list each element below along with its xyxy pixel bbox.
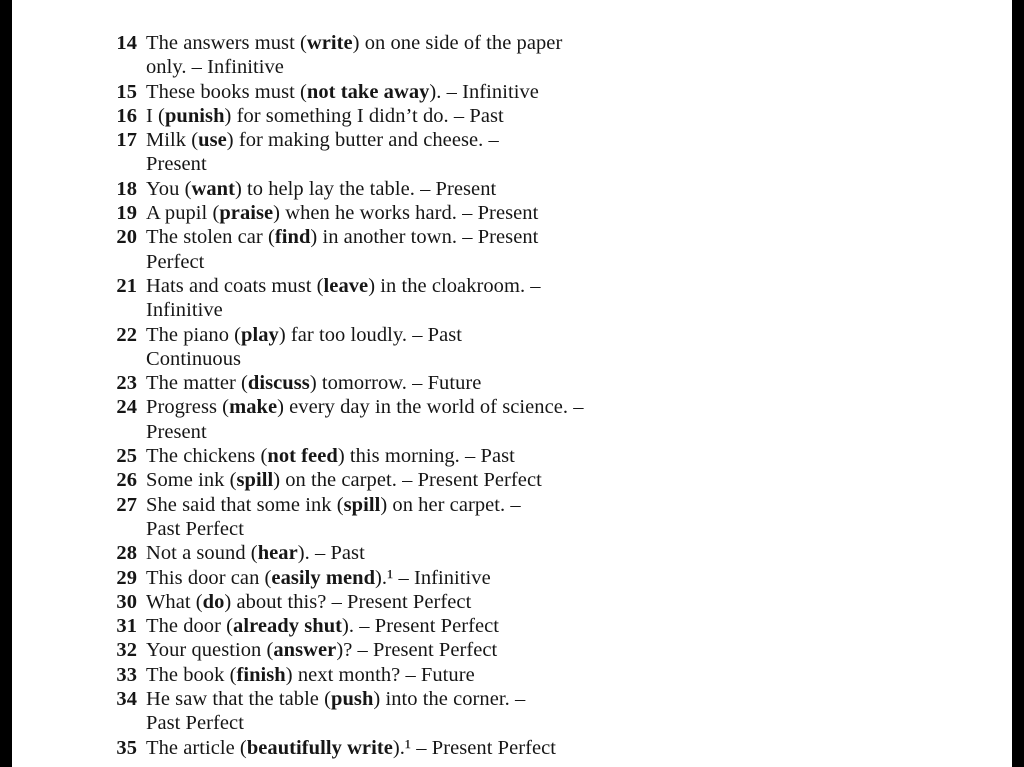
exercise-item: [12, 274, 1012, 323]
exercise-item: [12, 590, 1012, 614]
exercise-item: [12, 80, 1012, 104]
sentence-text: Past Perfect: [146, 712, 244, 735]
exercise-line: [146, 638, 686, 662]
exercise-item: [12, 177, 1012, 201]
sentence-text: I (: [146, 104, 165, 127]
verb-prompt: find: [274, 226, 311, 249]
exercise-text: [146, 395, 686, 444]
sentence-text: ) into the corner. –: [373, 688, 526, 711]
exercise-number: 26: [116, 469, 137, 492]
exercise-number: 30: [116, 590, 137, 613]
exercise-number: 17: [116, 129, 137, 152]
exercise-item: [12, 493, 1012, 542]
exercise-number: 25: [116, 445, 137, 468]
verb-prompt: praise: [219, 202, 274, 225]
exercise-item: [12, 371, 1012, 395]
exercise-line: [146, 663, 686, 687]
exercise-line: [146, 55, 686, 79]
exercise-item: [12, 128, 1012, 177]
sentence-text: What (: [146, 590, 203, 613]
sentence-text: ) to help lay the table. – Present: [234, 177, 497, 200]
exercise-number: 16: [116, 104, 137, 127]
sentence-text: Not a sound (: [146, 542, 258, 565]
exercise-item: [12, 687, 1012, 736]
exercise-text: [146, 493, 686, 542]
exercise-number: 33: [116, 663, 137, 686]
verb-prompt: leave: [323, 274, 369, 297]
verb-prompt: answer: [273, 639, 337, 662]
exercise-line: [146, 80, 686, 104]
sentence-text: Present: [146, 153, 207, 176]
sentence-text: She said that some ink (: [146, 493, 344, 516]
page: [12, 0, 1012, 767]
exercise-line: [146, 711, 686, 735]
sentence-text: ). – Present Perfect: [342, 615, 500, 638]
exercise-number: 28: [116, 542, 137, 565]
sentence-text: ). – Past: [297, 542, 365, 565]
exercise-item: [12, 541, 1012, 565]
exercise-item: [12, 468, 1012, 492]
sentence-text: ) for making butter and cheese. –: [226, 129, 499, 152]
exercise-number: 22: [116, 323, 137, 346]
sentence-text: ) next month? – Future: [285, 663, 475, 686]
exercise-text: [146, 566, 686, 590]
verb-prompt: do: [202, 590, 225, 613]
exercise-number: 14: [116, 32, 137, 54]
sentence-text: Infinitive: [146, 299, 223, 322]
sentence-text: The book (: [146, 663, 237, 686]
exercise-line: [146, 736, 686, 760]
exercise-line: [146, 225, 686, 249]
exercise-line: [146, 250, 686, 274]
verb-prompt: discuss: [247, 372, 310, 395]
sentence-text: He saw that the table (: [146, 688, 332, 711]
exercise-item: [12, 104, 1012, 128]
sentence-text: A pupil (: [146, 202, 220, 225]
verb-prompt: punish: [164, 104, 225, 127]
exercise-line: [146, 31, 686, 55]
verb-prompt: already shut: [233, 615, 343, 638]
verb-prompt: push: [331, 688, 374, 711]
exercise-text: [146, 444, 686, 468]
exercise-text: [146, 590, 686, 614]
exercise-item: [12, 201, 1012, 225]
exercise-item: [12, 736, 1012, 760]
exercise-number: 18: [116, 177, 137, 200]
sentence-text: This door can (: [146, 566, 272, 589]
sentence-text: ) on her carpet. –: [380, 493, 521, 516]
verb-prompt: write: [306, 32, 353, 54]
verb-prompt: finish: [236, 663, 286, 686]
sentence-text: Hats and coats must (: [146, 274, 324, 297]
exercise-text: [146, 128, 686, 177]
exercise-text: [146, 687, 686, 736]
exercise-item: [12, 663, 1012, 687]
exercise-text: [146, 177, 686, 201]
exercise-number: 35: [116, 736, 137, 759]
exercise-text: [146, 663, 686, 687]
exercise-line: [146, 420, 686, 444]
exercise-line: [146, 371, 686, 395]
exercise-item: [12, 566, 1012, 590]
exercise-text: [146, 80, 686, 104]
exercise-number: 29: [116, 566, 137, 589]
sentence-text: The matter (: [146, 372, 248, 395]
sentence-text: ) for something I didn’t do. – Past: [224, 104, 504, 127]
verb-prompt: spill: [343, 493, 381, 516]
exercise-line: [146, 298, 686, 322]
verb-prompt: easily mend: [271, 566, 376, 589]
sentence-text: These books must (: [146, 80, 307, 103]
exercise-line: [146, 493, 686, 517]
sentence-text: ) about this? – Present Perfect: [224, 590, 472, 613]
exercise-number: 34: [116, 688, 137, 711]
verb-prompt: spill: [236, 469, 274, 492]
exercise-text: [146, 201, 686, 225]
verb-prompt: play: [241, 323, 279, 346]
sentence-text: The article (: [146, 736, 247, 759]
exercise-number: 20: [116, 226, 137, 249]
exercise-line: [146, 517, 686, 541]
exercise-item: [12, 444, 1012, 468]
sentence-text: The door (: [146, 615, 234, 638]
sentence-text: The piano (: [146, 323, 242, 346]
verb-prompt: hear: [257, 542, 298, 565]
sentence-text: Past Perfect: [146, 517, 244, 540]
sentence-text: ).¹ – Infinitive: [375, 566, 491, 589]
sentence-text: You (: [146, 177, 192, 200]
sentence-text: ) this morning. – Past: [337, 445, 515, 468]
exercise-text: [146, 104, 686, 128]
exercise-text: [146, 225, 686, 274]
sentence-text: ).¹ – Present Perfect: [392, 736, 557, 759]
sentence-text: The stolen car (: [146, 226, 275, 249]
exercise-line: [146, 274, 686, 298]
exercise-text: [146, 541, 686, 565]
sentence-text: Milk (: [146, 129, 199, 152]
exercise-text: [146, 274, 686, 323]
exercise-line: [146, 687, 686, 711]
exercise-text: [146, 31, 686, 80]
exercise-line: [146, 347, 686, 371]
exercise-line: [146, 590, 686, 614]
exercise-number: 19: [116, 202, 137, 225]
exercise-line: [146, 468, 686, 492]
verb-prompt: not feed: [267, 445, 338, 468]
exercise-line: [146, 444, 686, 468]
exercise-line: [146, 201, 686, 225]
exercise-line: [146, 104, 686, 128]
exercise-line: [146, 541, 686, 565]
exercise-item: [12, 225, 1012, 274]
exercise-text: [146, 638, 686, 662]
exercise-text: [146, 323, 686, 372]
exercise-line: [146, 566, 686, 590]
sentence-text: ) every day in the world of science. –: [277, 396, 584, 419]
verb-prompt: want: [191, 177, 235, 200]
exercise-list: [12, 31, 1012, 760]
sentence-text: )? – Present Perfect: [336, 639, 498, 662]
sentence-text: ) on the carpet. – Present Perfect: [273, 469, 542, 492]
exercise-item: [12, 395, 1012, 444]
exercise-text: [146, 614, 686, 638]
exercise-number: 31: [116, 615, 137, 638]
sentence-text: Perfect: [146, 250, 205, 273]
sentence-text: The answers must (: [146, 32, 307, 54]
exercise-number: 32: [116, 639, 137, 662]
exercise-number: 24: [116, 396, 137, 419]
sentence-text: Progress (: [146, 396, 230, 419]
exercise-line: [146, 395, 686, 419]
exercise-item: [12, 614, 1012, 638]
sentence-text: ). – Infinitive: [429, 80, 539, 103]
verb-prompt: not take away: [306, 80, 430, 103]
exercise-text: [146, 736, 686, 760]
sentence-text: Continuous: [146, 347, 242, 370]
sentence-text: ) on one side of the paper: [352, 32, 563, 54]
exercise-line: [146, 614, 686, 638]
exercise-line: [146, 152, 686, 176]
exercise-number: 27: [116, 493, 137, 516]
exercise-number: 23: [116, 372, 137, 395]
exercise-item: [12, 323, 1012, 372]
verb-prompt: use: [198, 129, 227, 152]
exercise-item: [12, 638, 1012, 662]
exercise-number: 21: [116, 274, 137, 297]
sentence-text: ) far too loudly. – Past: [278, 323, 463, 346]
sentence-text: Present: [146, 420, 207, 443]
sentence-text: ) in the cloakroom. –: [368, 274, 541, 297]
sentence-text: only. – Infinitive: [146, 56, 284, 79]
exercise-line: [146, 128, 686, 152]
verb-prompt: beautifully write: [246, 736, 393, 759]
exercise-text: [146, 468, 686, 492]
exercise-item: [12, 31, 1012, 80]
sentence-text: Some ink (: [146, 469, 237, 492]
verb-prompt: make: [229, 396, 278, 419]
exercise-line: [146, 177, 686, 201]
sentence-text: The chickens (: [146, 445, 268, 468]
exercise-line: [146, 323, 686, 347]
sentence-text: Your question (: [146, 639, 274, 662]
exercise-text: [146, 371, 686, 395]
sentence-text: ) when he works hard. – Present: [273, 202, 539, 225]
exercise-number: 15: [116, 80, 137, 103]
sentence-text: ) tomorrow. – Future: [309, 372, 482, 395]
sentence-text: ) in another town. – Present: [310, 226, 539, 249]
